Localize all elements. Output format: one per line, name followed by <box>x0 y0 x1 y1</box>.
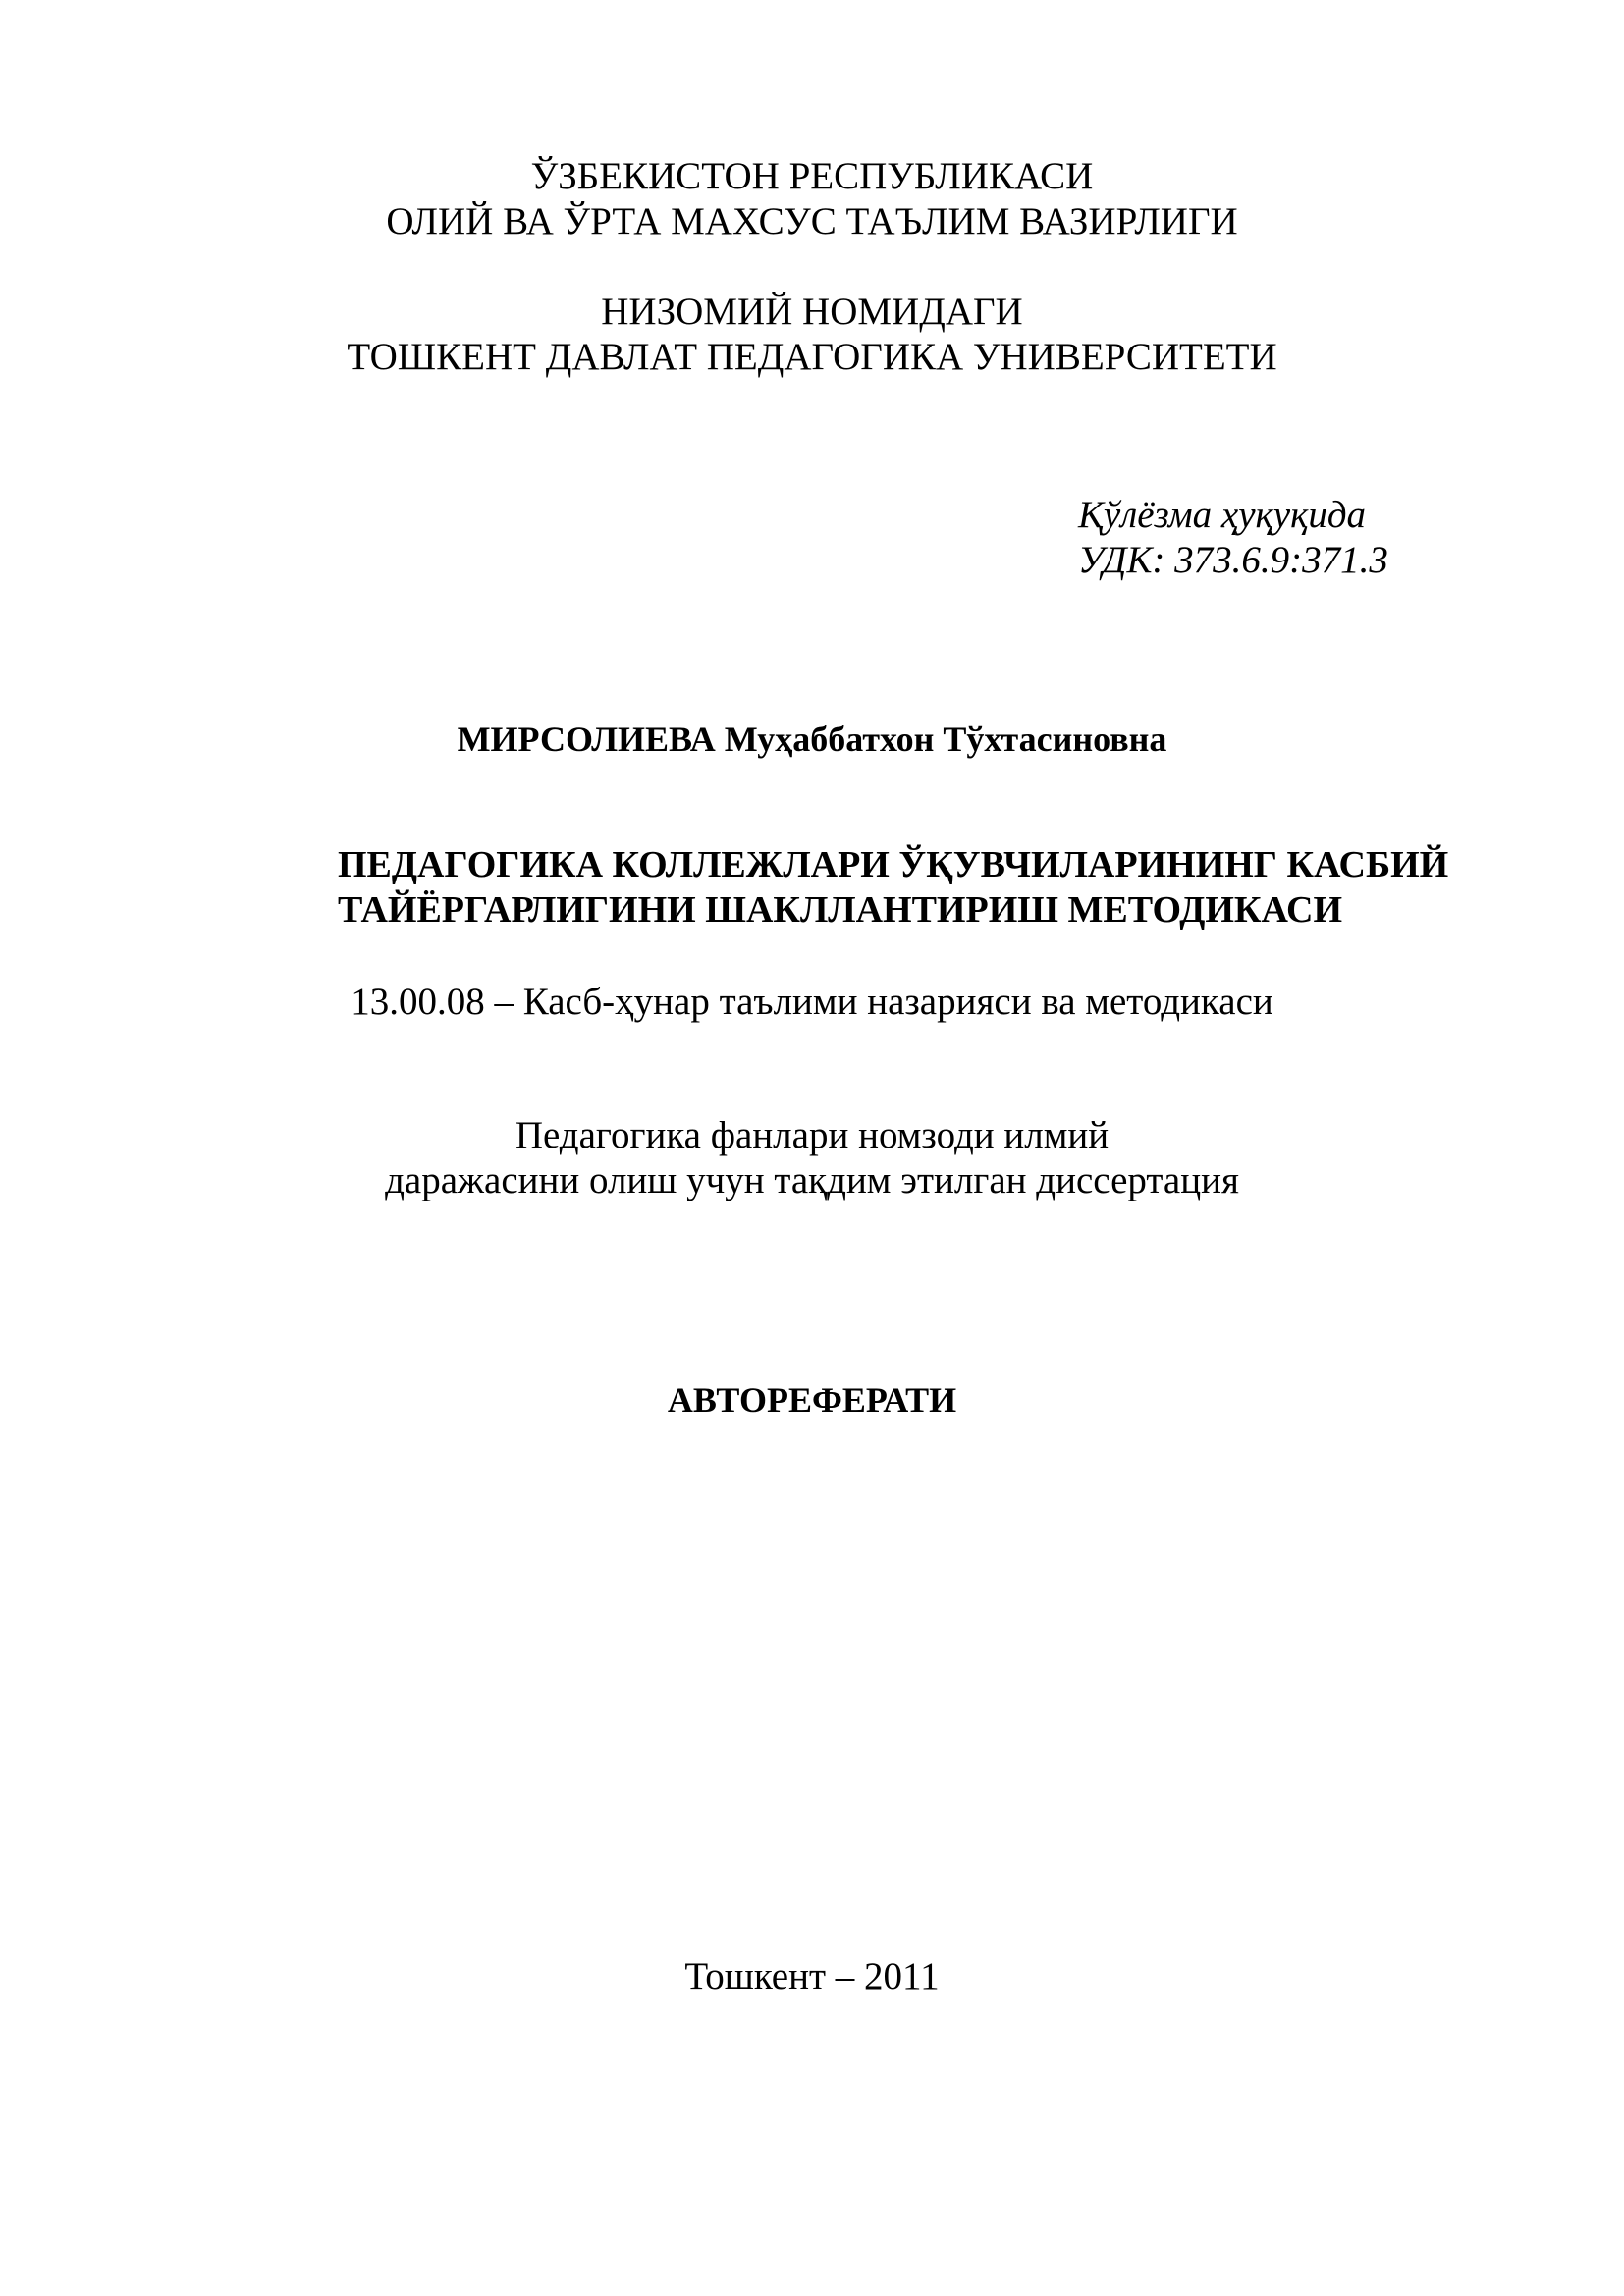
author-given-names: Муҳаббатхон Тўхтасиновна <box>724 720 1167 759</box>
ministry-line-2: ОЛИЙ ВА ЎРТА МАХСУС ТАЪЛИМ ВАЗИРЛИГИ <box>386 200 1238 242</box>
university-line-1: НИЗОМИЙ НОМИДАГИ <box>601 291 1023 333</box>
document-type: АВТОРЕФЕРАТИ <box>667 1380 957 1419</box>
udc-code: УДК: 373.6.9:371.3 <box>1078 539 1388 581</box>
author-surname: МИРСОЛИЕВА <box>457 720 716 759</box>
author-name <box>0 721 1624 757</box>
thesis-title-line-2: ТАЙЁРГАРЛИГИНИ ШАКЛЛАНТИРИШ МЕТОДИКАСИ <box>338 889 1343 931</box>
city-year: Тошкент – 2011 <box>684 1955 940 1998</box>
thesis-title-line-1: ПЕДАГОГИКА КОЛЛЕЖЛАРИ ЎҚУВЧИЛАРИНИНГ КАСБИЙ <box>338 844 1449 885</box>
specialty-code: 13.00.08 – Касб-ҳунар таълими назарияси ва методикаси <box>351 981 1273 1023</box>
ministry-line-1: ЎЗБЕКИСТОН РЕСПУБЛИКАСИ <box>530 155 1094 197</box>
university-line-2: ТОШКЕНТ ДАВЛАТ ПЕДАГОГИКА УНИВЕРСИТЕТИ <box>347 336 1277 378</box>
degree-line-2: даражасини олиш учун тақдим этилган диссертация <box>385 1159 1239 1201</box>
degree-line-1: Педагогика фанлари номзоди илмий <box>514 1114 1110 1156</box>
manuscript-rights: Қўлёзма ҳуқуқида <box>1078 494 1367 536</box>
